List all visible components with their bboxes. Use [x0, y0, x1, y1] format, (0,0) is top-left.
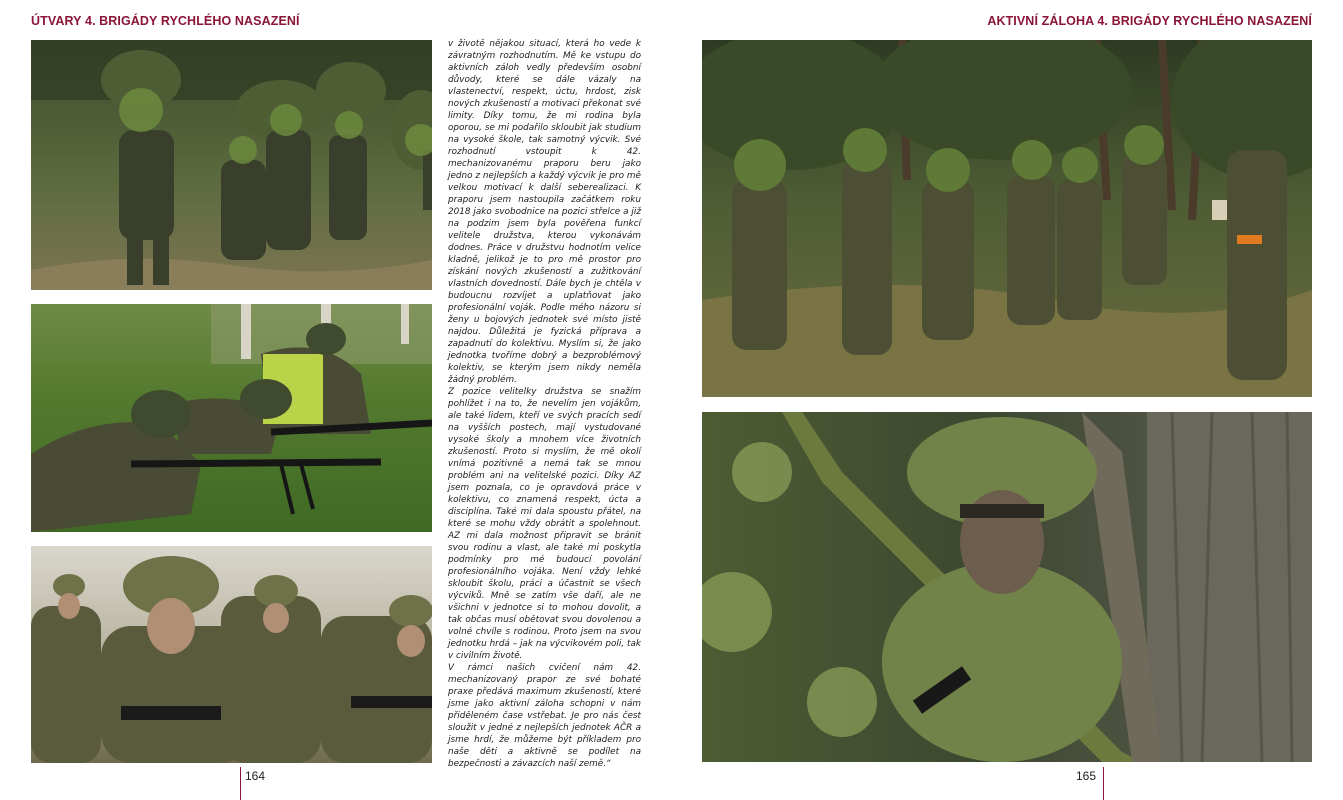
running-head-right: AKTIVNÍ ZÁLOHA 4. BRIGÁDY RYCHLÉHO NASAZENÍ [987, 14, 1312, 28]
article-paragraph: V rámci našich cvičení nám 42. mechanizovaný prapor ze své bohaté praxe předává maximum zkušeností, které jsme jako aktivní záloha schopni v nám přiděleném čase vstřebat. Je pro nás čest sloužit v jedné z nejlepších jednotek AČR a jsme hrdí, že můžeme být příkladem pro naše děti a aktivně se podílet na bezpečnosti a závazcích naší země.“ [448, 663, 641, 769]
page-number-left: 164 [245, 769, 266, 783]
photo-squad-briefing [702, 40, 1312, 397]
photo-camouflaged-soldier [702, 412, 1312, 762]
article-paragraph: v životě nějakou situací, která ho vede k závratným rozhodnutím. Mě ke vstupu do aktivních záloh vedly především osobní důvody, které se dále vázaly na vlastenectví, respekt, úctu, hrdost, zisk nových zkušeností a motivaci překonat své limity. Díky tomu, že mi rodina byla oporou, se mi podařilo skloubit jak studium na vysoké škole, tak samotný výcvik. Své rozhodnutí vstoupit k 42. mechanizovanému praporu beru jako jedno z nejlepších a každý výcvik je pro mě velkou motivací k další seberealizaci. K praporu jsem nastoupila začátkem roku 2018 jako svobodnice na pozici střelce a již na podzim jsem byla pověřena funkcí velitele družstva, kterou vykonávám dodnes. Práce v družstvu hodnotím velice kladně, jelikož je to pro mě prostor pro získání nových zkušeností a zužitkování vlastních dovedností. Dále bych je chtěla v budoucnu rozvíjet a uplatňovat jako profesionální voják. Podle mého názoru si ženy u bojových jednotek své místo jistě najdou. Důležitá je fyzická příprava a zapadnutí do kolektivu. Myslím si, že jako jednotka tvoříme dobrý a bezproblémový kolektiv, se kterým jsem nikdy neměla žádný problém. [448, 39, 641, 385]
folio-rule-right [1103, 767, 1104, 800]
photo-soldiers-forest-patrol [31, 40, 432, 290]
folio-rule-left [240, 767, 241, 800]
page-number-right: 165 [1076, 769, 1097, 783]
article-paragraph: Z pozice velitelky družstva se snažím pohlížet i na to, že nevelím jen vojákům, ale také lidem, kteří ve svých pracích sedí na vyšších postech, mají vystudované vysoké školy a mnohem více životních zkušeností. Proto si myslím, že mě okolí vnímá pozitivně a nemá tak se mnou problém ani na velitelské pozici. Díky AZ jsem poznala, co je opravdová práce v kolektivu, co znamená respekt, úcta a disciplína. Také mi dala spoustu přátel, na které se mohu vždy obrátit a spolehnout. AZ mi dala možnost připravit se bránit svou rodinu a vlast, ale také mi poskytla podmínky pro mé budoucí povolání profesionálního vojáka. Není vždy lehké skloubit školu, práci a účastnit se všech výcviků. Mně se zatím vše daří, ale ne všichni v jednotce si to mohou dovolit, a tak občas musí obětovat svou dovolenou a volné chvíle s rodinou. Proto jsem na svou jednotku hrdá – jak na výcvikovém poli, tak v civilním životě. [448, 387, 641, 661]
article-body [448, 38, 641, 770]
photo-soldiers-smoke-exercise [31, 546, 432, 763]
photo-machine-gun-team [31, 304, 432, 532]
running-head-left: ÚTVARY 4. BRIGÁDY RYCHLÉHO NASAZENÍ [31, 14, 300, 28]
